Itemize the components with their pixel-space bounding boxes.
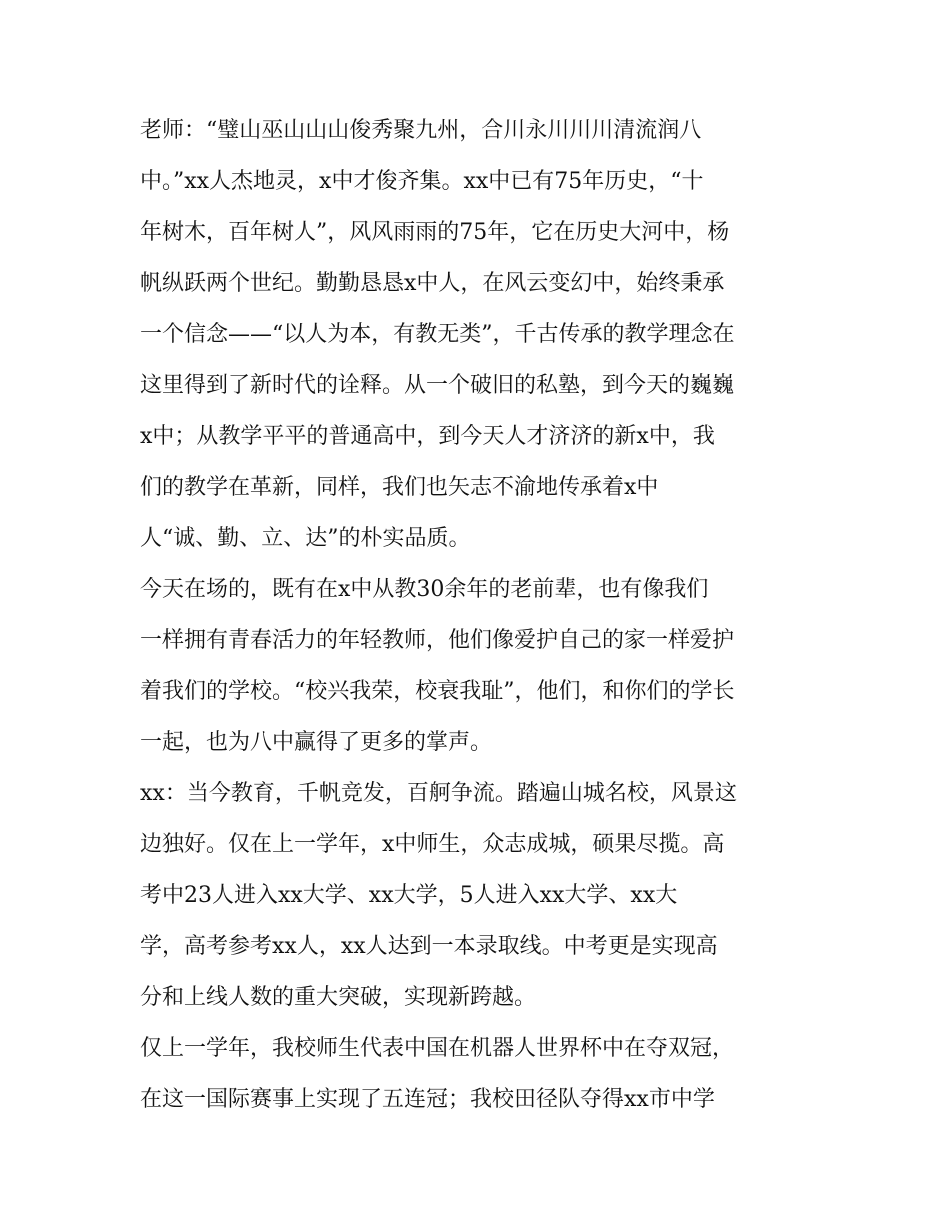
text-line: 年树木，百年树人”，风风雨雨的75年，它在历史大河中，杨: [140, 220, 730, 245]
text-line: 老师：“璧山巫山山山俊秀聚九州，合川永川川川清流润八: [140, 118, 702, 143]
text-line: 边独好。仅在上一学年，x中师生，众志成城，硕果尽揽。高: [140, 832, 725, 857]
text-line: 仅上一学年，我校师生代表中国在机器人世界杯中在夺双冠，: [140, 1036, 735, 1061]
text-line: 在这一国际赛事上实现了五连冠；我校田径队夺得xx市中学: [140, 1087, 715, 1112]
text-line: 学，高考参考xx人，xx人达到一本录取线。中考更是实现高: [140, 934, 718, 959]
text-line: 今天在场的，既有在x中从教30余年的老前辈，也有像我们: [140, 577, 709, 602]
text-line: x中；从教学平平的普通高中，到今天人才济济的新x中，我: [140, 424, 715, 449]
text-line: 们的教学在革新，同样，我们也矢志不渝地传承着x中: [140, 475, 659, 500]
text-line: 分和上线人数的重大突破，实现新跨越。: [140, 985, 537, 1010]
text-line: 着我们的学校。“校兴我荣，校衰我耻”，他们，和你们的学长: [140, 679, 735, 704]
text-line: 人“诚、勤、立、达”的朴实品质。: [140, 526, 471, 551]
text-line: 帆纵跃两个世纪。勤勤恳恳x中人，在风云变幻中，始终秉承: [140, 271, 725, 296]
text-line: xx：当今教育，千帆竞发，百舸争流。踏遍山城名校，风景这: [140, 781, 737, 806]
text-line: 考中23人进入xx大学、xx大学，5人进入xx大学、xx大: [140, 883, 678, 908]
text-line: 一个信念——“以人为本，有教无类”，千古传承的教学理念在: [140, 322, 735, 347]
text-line: 这里得到了新时代的诠释。从一个破旧的私塾，到今天的巍巍: [140, 373, 735, 398]
text-line: 一样拥有青春活力的年轻教师，他们像爱护自己的家一样爱护: [140, 628, 735, 653]
text-line: 中。”xx人杰地灵，x中才俊齐集。xx中已有75年历史，“十: [140, 169, 704, 194]
document-body: [140, 105, 820, 1125]
text-line: 一起，也为八中赢得了更多的掌声。: [140, 730, 493, 755]
